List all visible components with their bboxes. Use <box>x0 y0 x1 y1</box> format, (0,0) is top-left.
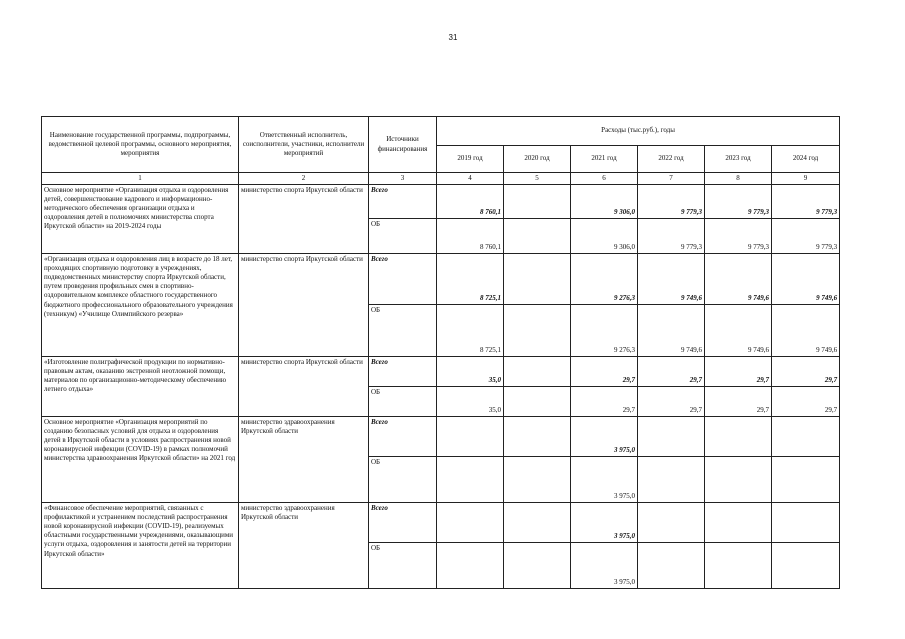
ob-amount <box>638 457 705 503</box>
ob-amount: 9 306,0 <box>571 219 638 254</box>
total-amount: 29,7 <box>772 357 840 387</box>
total-amount <box>504 503 571 543</box>
total-amount: 3 975,0 <box>571 503 638 543</box>
column-index: 9 <box>772 173 840 185</box>
ob-amount <box>437 457 504 503</box>
column-index: 2 <box>239 173 369 185</box>
header-year: 2022 год <box>638 146 705 173</box>
ob-amount: 35,0 <box>437 387 504 417</box>
column-index: 5 <box>504 173 571 185</box>
header-year: 2020 год <box>504 146 571 173</box>
ob-amount: 9 779,3 <box>638 219 705 254</box>
ob-amount: 9 749,6 <box>772 305 840 357</box>
column-index-row <box>42 173 840 185</box>
ob-amount: 9 749,6 <box>638 305 705 357</box>
executor: министерство спорта Иркутской области <box>239 254 369 357</box>
total-amount: 3 975,0 <box>571 417 638 457</box>
ob-amount <box>772 543 840 589</box>
total-amount <box>772 503 840 543</box>
page-number: 31 <box>448 33 458 42</box>
column-index: 3 <box>369 173 437 185</box>
ob-amount <box>705 457 772 503</box>
ob-amount <box>705 543 772 589</box>
total-amount <box>504 417 571 457</box>
activity-name: «Финансовое обеспечение мероприятий, связанных с профилактикой и устранением последствий распространения новой коронавирусной инфекции (COVID-19), реализуемых областными государственными учреждениями, оказывающими услуги отдыха, оздоровления и занятости детей на территории Иркутской области» <box>42 503 239 589</box>
ob-amount <box>437 543 504 589</box>
total-amount <box>705 417 772 457</box>
total-amount <box>437 503 504 543</box>
ob-amount: 9 749,6 <box>705 305 772 357</box>
ob-amount: 8 725,1 <box>437 305 504 357</box>
column-index: 6 <box>571 173 638 185</box>
ob-amount <box>772 457 840 503</box>
source-ob-label: ОБ <box>369 457 437 503</box>
total-amount: 29,7 <box>638 357 705 387</box>
header-name: Наименование государственной программы, подпрограммы, ведомственной целевой программы, основного мероприятия, мероприятия <box>42 117 239 173</box>
source-total-label: Всего <box>369 185 437 219</box>
executor: министерство спорта Иркутской области <box>239 357 369 417</box>
table-row <box>42 357 840 387</box>
table-row <box>42 185 840 219</box>
executor: министерство здравоохранения Иркутской области <box>239 417 369 503</box>
ob-amount: 3 975,0 <box>571 543 638 589</box>
ob-amount <box>504 305 571 357</box>
header-expenses: Расходы (тыс.руб.), годы <box>437 117 840 146</box>
header-year: 2023 год <box>705 146 772 173</box>
total-amount: 9 779,3 <box>772 185 840 219</box>
header-year: 2021 год <box>571 146 638 173</box>
ob-amount: 29,7 <box>772 387 840 417</box>
ob-amount <box>504 457 571 503</box>
total-amount: 9 779,3 <box>705 185 772 219</box>
header-year: 2024 год <box>772 146 840 173</box>
table-row <box>42 254 840 305</box>
activity-name: «Организация отдыха и оздоровления лиц в возрасте до 18 лет, проходящих спортивную подготовку в учреждениях, подведомственных министерству спорта Иркутской области, путем проведения профильных смен в спортивно-оздоровительном комплексе областного государственного бюджетного профессионального образовательного учреждения (техникум) «Училище Олимпийского резерва» <box>42 254 239 357</box>
total-amount: 9 779,3 <box>638 185 705 219</box>
column-index: 1 <box>42 173 239 185</box>
total-amount: 9 749,6 <box>638 254 705 305</box>
activity-name: Основное мероприятие «Организация отдыха и оздоровления детей, совершенствование кадрового и информационно-методического обеспечения организации отдыха и оздоровления детей в полномочиях министерства спорта Иркутской области» на 2019-2024 годы <box>42 185 239 254</box>
expenses-table <box>41 116 840 589</box>
source-total-label: Всего <box>369 254 437 305</box>
source-total-label: Всего <box>369 357 437 387</box>
total-amount <box>638 417 705 457</box>
total-amount: 9 306,0 <box>571 185 638 219</box>
total-amount: 9 276,3 <box>571 254 638 305</box>
ob-amount <box>504 543 571 589</box>
total-amount <box>504 254 571 305</box>
column-index: 7 <box>638 173 705 185</box>
total-amount: 35,0 <box>437 357 504 387</box>
source-total-label: Всего <box>369 503 437 543</box>
column-index: 8 <box>705 173 772 185</box>
source-ob-label: ОБ <box>369 543 437 589</box>
header-source: Источники финансирования <box>369 117 437 173</box>
activity-name: Основное мероприятие «Организация мероприятий по созданию безопасных условий для отдыха и оздоровления детей в Иркутской области в условиях распространения новой коронавирусной инфекции (COVID-19) в рамках полномочий министерства здравоохранения Иркутской области» на 2021 год <box>42 417 239 503</box>
table-row <box>42 503 840 543</box>
total-amount <box>638 503 705 543</box>
ob-amount: 9 779,3 <box>705 219 772 254</box>
ob-amount: 3 975,0 <box>571 457 638 503</box>
executor: министерство здравоохранения Иркутской области <box>239 503 369 589</box>
total-amount: 29,7 <box>571 357 638 387</box>
ob-amount: 8 760,1 <box>437 219 504 254</box>
ob-amount: 9 276,3 <box>571 305 638 357</box>
ob-amount <box>638 543 705 589</box>
total-amount: 29,7 <box>705 357 772 387</box>
ob-amount: 29,7 <box>638 387 705 417</box>
ob-amount: 9 779,3 <box>772 219 840 254</box>
total-amount <box>437 417 504 457</box>
total-amount <box>705 503 772 543</box>
activity-name: «Изготовление полиграфической продукции по нормативно-правовым актам, оказанию экстренной неотложной помощи, материалов по организационно-методическому обеспечению летнего отдыха» <box>42 357 239 417</box>
total-amount: 9 749,6 <box>772 254 840 305</box>
total-amount <box>772 417 840 457</box>
total-amount: 8 725,1 <box>437 254 504 305</box>
source-total-label: Всего <box>369 417 437 457</box>
total-amount <box>504 185 571 219</box>
table-row <box>42 417 840 457</box>
executor: министерство спорта Иркутской области <box>239 185 369 254</box>
column-index: 4 <box>437 173 504 185</box>
ob-amount: 29,7 <box>571 387 638 417</box>
ob-amount <box>504 387 571 417</box>
source-ob-label: ОБ <box>369 219 437 254</box>
header-executor: Ответственный исполнитель, соисполнители, участники, исполнители мероприятий <box>239 117 369 173</box>
header-year: 2019 год <box>437 146 504 173</box>
total-amount: 8 760,1 <box>437 185 504 219</box>
ob-amount <box>504 219 571 254</box>
total-amount: 9 749,6 <box>705 254 772 305</box>
source-ob-label: ОБ <box>369 387 437 417</box>
source-ob-label: ОБ <box>369 305 437 357</box>
ob-amount: 29,7 <box>705 387 772 417</box>
total-amount <box>504 357 571 387</box>
